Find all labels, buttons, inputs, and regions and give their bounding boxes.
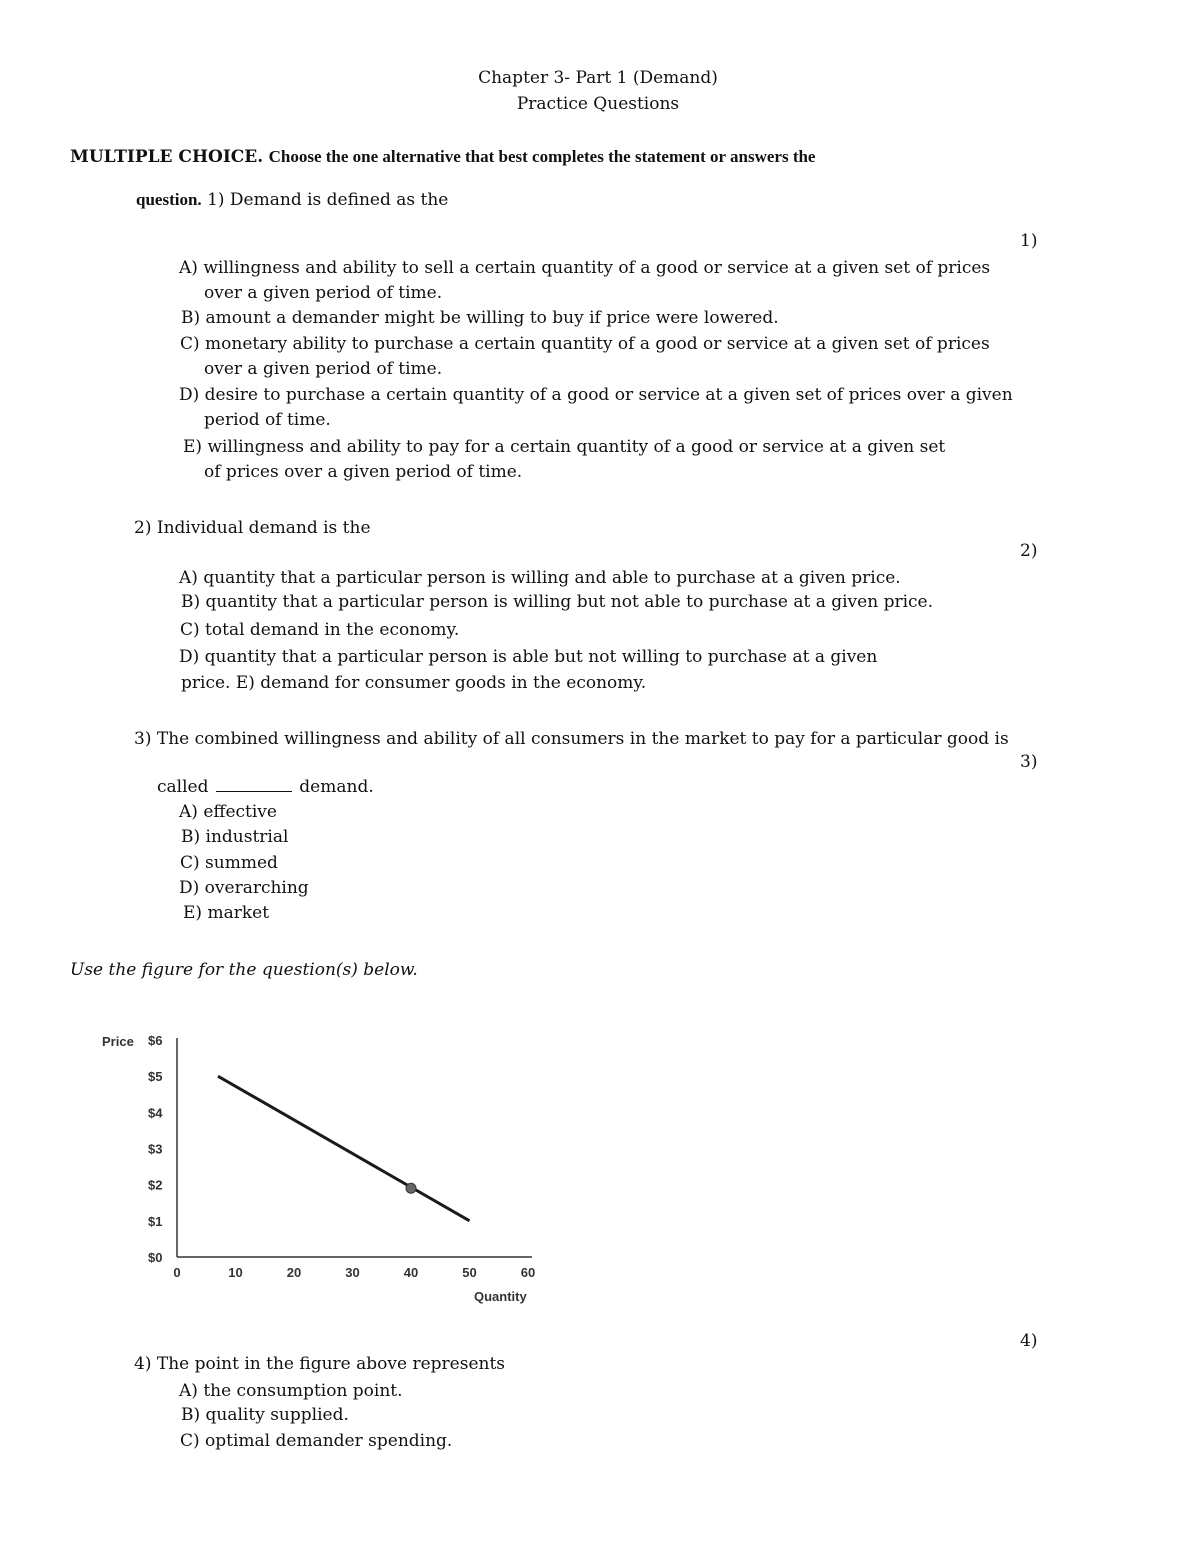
highlighted-point [406,1183,416,1193]
question-3-stem: 3) The combined willingness and ability of all consumers in the market to pay for a particular good is [134,729,1009,749]
q3-option-e: E) market [183,903,270,923]
q1-option-a-cont: over a given period of time. [204,283,443,303]
y-tick-labels [148,1033,163,1265]
x-tick-label: 40 [403,1265,419,1280]
demand-line [218,1076,470,1221]
q4-option-b: B) quality supplied. [181,1405,349,1425]
y-tick-label: $5 [148,1069,163,1085]
called-suffix: demand. [299,777,374,797]
y-axis-label: Price [102,1034,134,1049]
figure-note: Use the figure for the question(s) below. [70,960,418,980]
q1-option-c-cont: over a given period of time. [204,359,443,379]
y-tick-label: $3 [148,1141,163,1157]
x-tick-label: 30 [345,1265,360,1280]
q2-option-d: D) quantity that a particular person is able but not willing to purchase at a given [179,647,878,667]
q1-option-e-cont: of prices over a given period of time. [204,462,523,482]
question-3-called [157,777,374,798]
x-tick-label: 10 [228,1265,243,1280]
answer-blank [216,777,292,792]
q2-option-b: B) quantity that a particular person is willing but not able to purchase at a given price. [181,592,934,612]
q1-option-e: E) willingness and ability to pay for a certain quantity of a good or service at a given set [183,437,946,457]
q4-option-c: C) optimal demander spending. [180,1431,453,1451]
question-1-number: 1) [1020,231,1038,251]
q2-option-c: C) total demand in the economy. [180,620,460,640]
x-tick-label: 60 [520,1265,536,1280]
question-4-stem: 4) The point in the figure above represents [134,1354,506,1374]
instructions-lead: MULTIPLE CHOICE. [70,147,264,167]
q1-option-d-cont: period of time. [204,410,331,430]
question-4-number: 4) [1020,1331,1038,1351]
question-1-stem [136,189,448,211]
doc-subtitle: Practice Questions [516,94,680,114]
q1-option-a: A) willingness and ability to sell a certain quantity of a good or service at a given set of prices [179,258,991,278]
x-tick-label: 20 [286,1265,302,1280]
question-2-stem: 2) Individual demand is the [134,518,371,538]
q1-option-c: C) monetary ability to purchase a certain quantity of a good or service at a given set of prices [180,334,990,354]
question-2-number: 2) [1020,541,1038,561]
y-tick-label: $0 [148,1250,163,1265]
q3-option-d: D) overarching [179,878,309,898]
q1-option-d: D) desire to purchase a certain quantity of a good or service at a given set of prices over a given [179,385,1013,405]
x-tick-label: 0 [173,1265,181,1280]
x-tick-label: 50 [462,1265,477,1280]
x-tick-labels [173,1265,535,1280]
instructions-continued: question. [136,190,202,209]
y-tick-label: $2 [148,1177,163,1193]
doc-title: Chapter 3- Part 1 (Demand) [478,68,718,88]
demand-series [218,1076,470,1221]
instructions [70,146,815,168]
x-axis-label: Quantity [474,1289,527,1304]
q2-option-a: A) quantity that a particular person is willing and able to purchase at a given price. [179,568,901,588]
question-1-text: 1) Demand is defined as the [207,190,449,210]
q4-option-a: A) the consumption point. [179,1381,403,1401]
q3-option-c: C) summed [180,853,278,873]
q1-option-b: B) amount a demander might be willing to buy if price were lowered. [181,308,779,328]
called-prefix: called [157,777,209,797]
y-tick-label: $1 [148,1213,163,1229]
y-tick-label: $4 [148,1105,163,1121]
instructions-text: Choose the one alternative that best completes the statement or answers the [268,147,816,166]
question-3-number: 3) [1020,752,1038,772]
q3-option-b: B) industrial [181,827,289,847]
q2-option-d-cont: price. E) demand for consumer goods in the economy. [181,673,647,693]
demand-chart [70,1020,560,1330]
y-tick-label: $6 [148,1033,163,1048]
q3-option-a: A) effective [179,802,277,822]
